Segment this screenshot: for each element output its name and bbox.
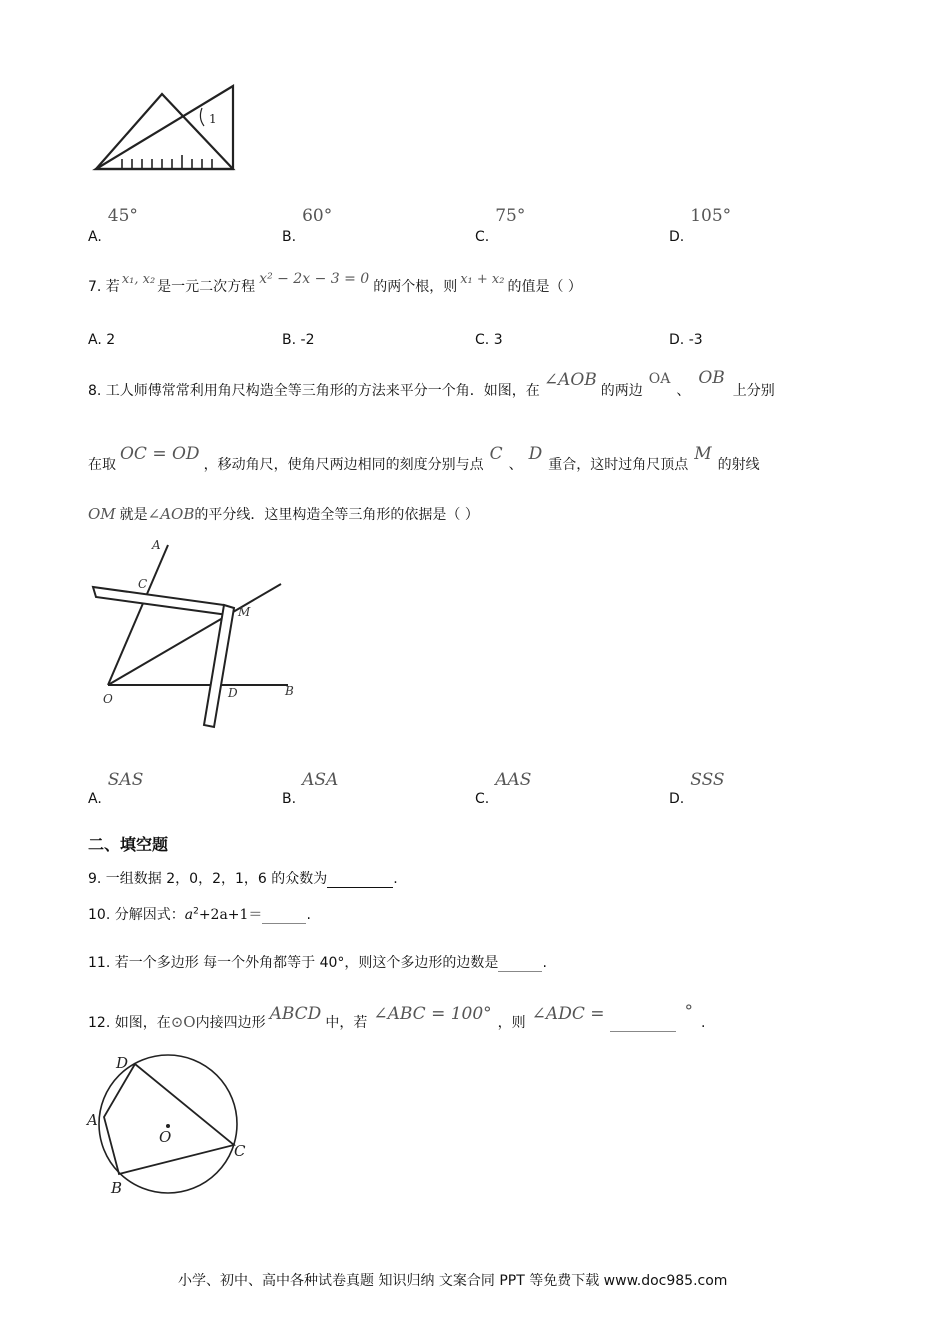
q9-stem: 9. 一组数据 2，0，2，1，6 的众数为 .: [88, 871, 398, 887]
label-B: B: [285, 684, 294, 698]
footer-text: 小学、初中、高中各种试卷真题 知识归纳 文案合同 PPT 等免费下载 www.doc985.com: [178, 1273, 728, 1289]
label-D: D: [116, 1054, 129, 1072]
q7-option-d[interactable]: D. -3: [669, 332, 703, 348]
q10-answer-blank[interactable]: [262, 907, 306, 924]
label-C: C: [138, 577, 148, 591]
q8-option-c[interactable]: C.AAS: [475, 770, 532, 807]
q7-option-b[interactable]: B. -2: [282, 332, 315, 348]
q8-option-d[interactable]: D.SSS: [669, 770, 725, 807]
label-M: M: [238, 605, 251, 619]
label-O: O: [103, 692, 113, 706]
q12-stem: 12. 如图，在⊙O内接四边形 ABCD 中，若 ∠ABC = 100° ，则 ∠ADC = °.: [88, 1002, 706, 1031]
q10-stem: 10. 分解因式：$a^2+2a+1=$ .: [88, 906, 311, 923]
label-O: O: [159, 1128, 172, 1146]
q8-stem-line1: 8. 工人师傅常常利用角尺构造全等三角形的方法来平分一个角．如图，在∠AOB的两边OA、OB上分别: [88, 368, 775, 399]
q7-stem: 7. 若 x₁, x₂ 是一元二次方程 x² − 2x − 3 = 0 的两个根，则 x₁ + x₂ 的值是（ ）: [88, 271, 582, 295]
q12-answer-blank[interactable]: [610, 1015, 676, 1032]
q6-option-a[interactable]: A.45°: [88, 206, 138, 245]
inscribed-quadrilateral-figure: [84, 1048, 254, 1200]
q8-option-a[interactable]: A.SAS: [88, 770, 144, 807]
label-C: C: [234, 1142, 246, 1160]
q9-answer-blank[interactable]: [327, 871, 393, 888]
q6-option-c[interactable]: C.75°: [475, 206, 526, 245]
section-title: 二、填空题: [88, 835, 169, 854]
q11-stem: 11. 若一个多边形 每一个外角都等于 40°，则这个多边形的边数是 .: [88, 955, 547, 971]
q7-option-a[interactable]: A. 2: [88, 332, 116, 348]
q7-option-c[interactable]: C. 3: [475, 332, 503, 348]
q8-option-b[interactable]: B.ASA: [282, 770, 339, 807]
q11-answer-blank[interactable]: [498, 955, 542, 972]
label-B: B: [111, 1179, 123, 1197]
label-D: D: [228, 686, 238, 700]
q8-stem-line3: OM 就是∠AOB的平分线．这里构造全等三角形的依据是（ ）: [88, 505, 479, 523]
label-A: A: [87, 1111, 98, 1129]
angle-bisector-figure: [88, 535, 308, 735]
label-A: A: [152, 538, 161, 552]
q6-option-b[interactable]: B.60°: [282, 206, 333, 245]
triangle-ruler-figure: [90, 80, 250, 180]
q8-stem-line2: 在取OC = OD，移动角尺，使角尺两边相同的刻度分别与点C、D重合，这时过角尺顶点M的射线: [88, 444, 760, 473]
angle-1-label: 1: [209, 112, 217, 126]
q6-option-d[interactable]: D.105°: [669, 206, 732, 245]
